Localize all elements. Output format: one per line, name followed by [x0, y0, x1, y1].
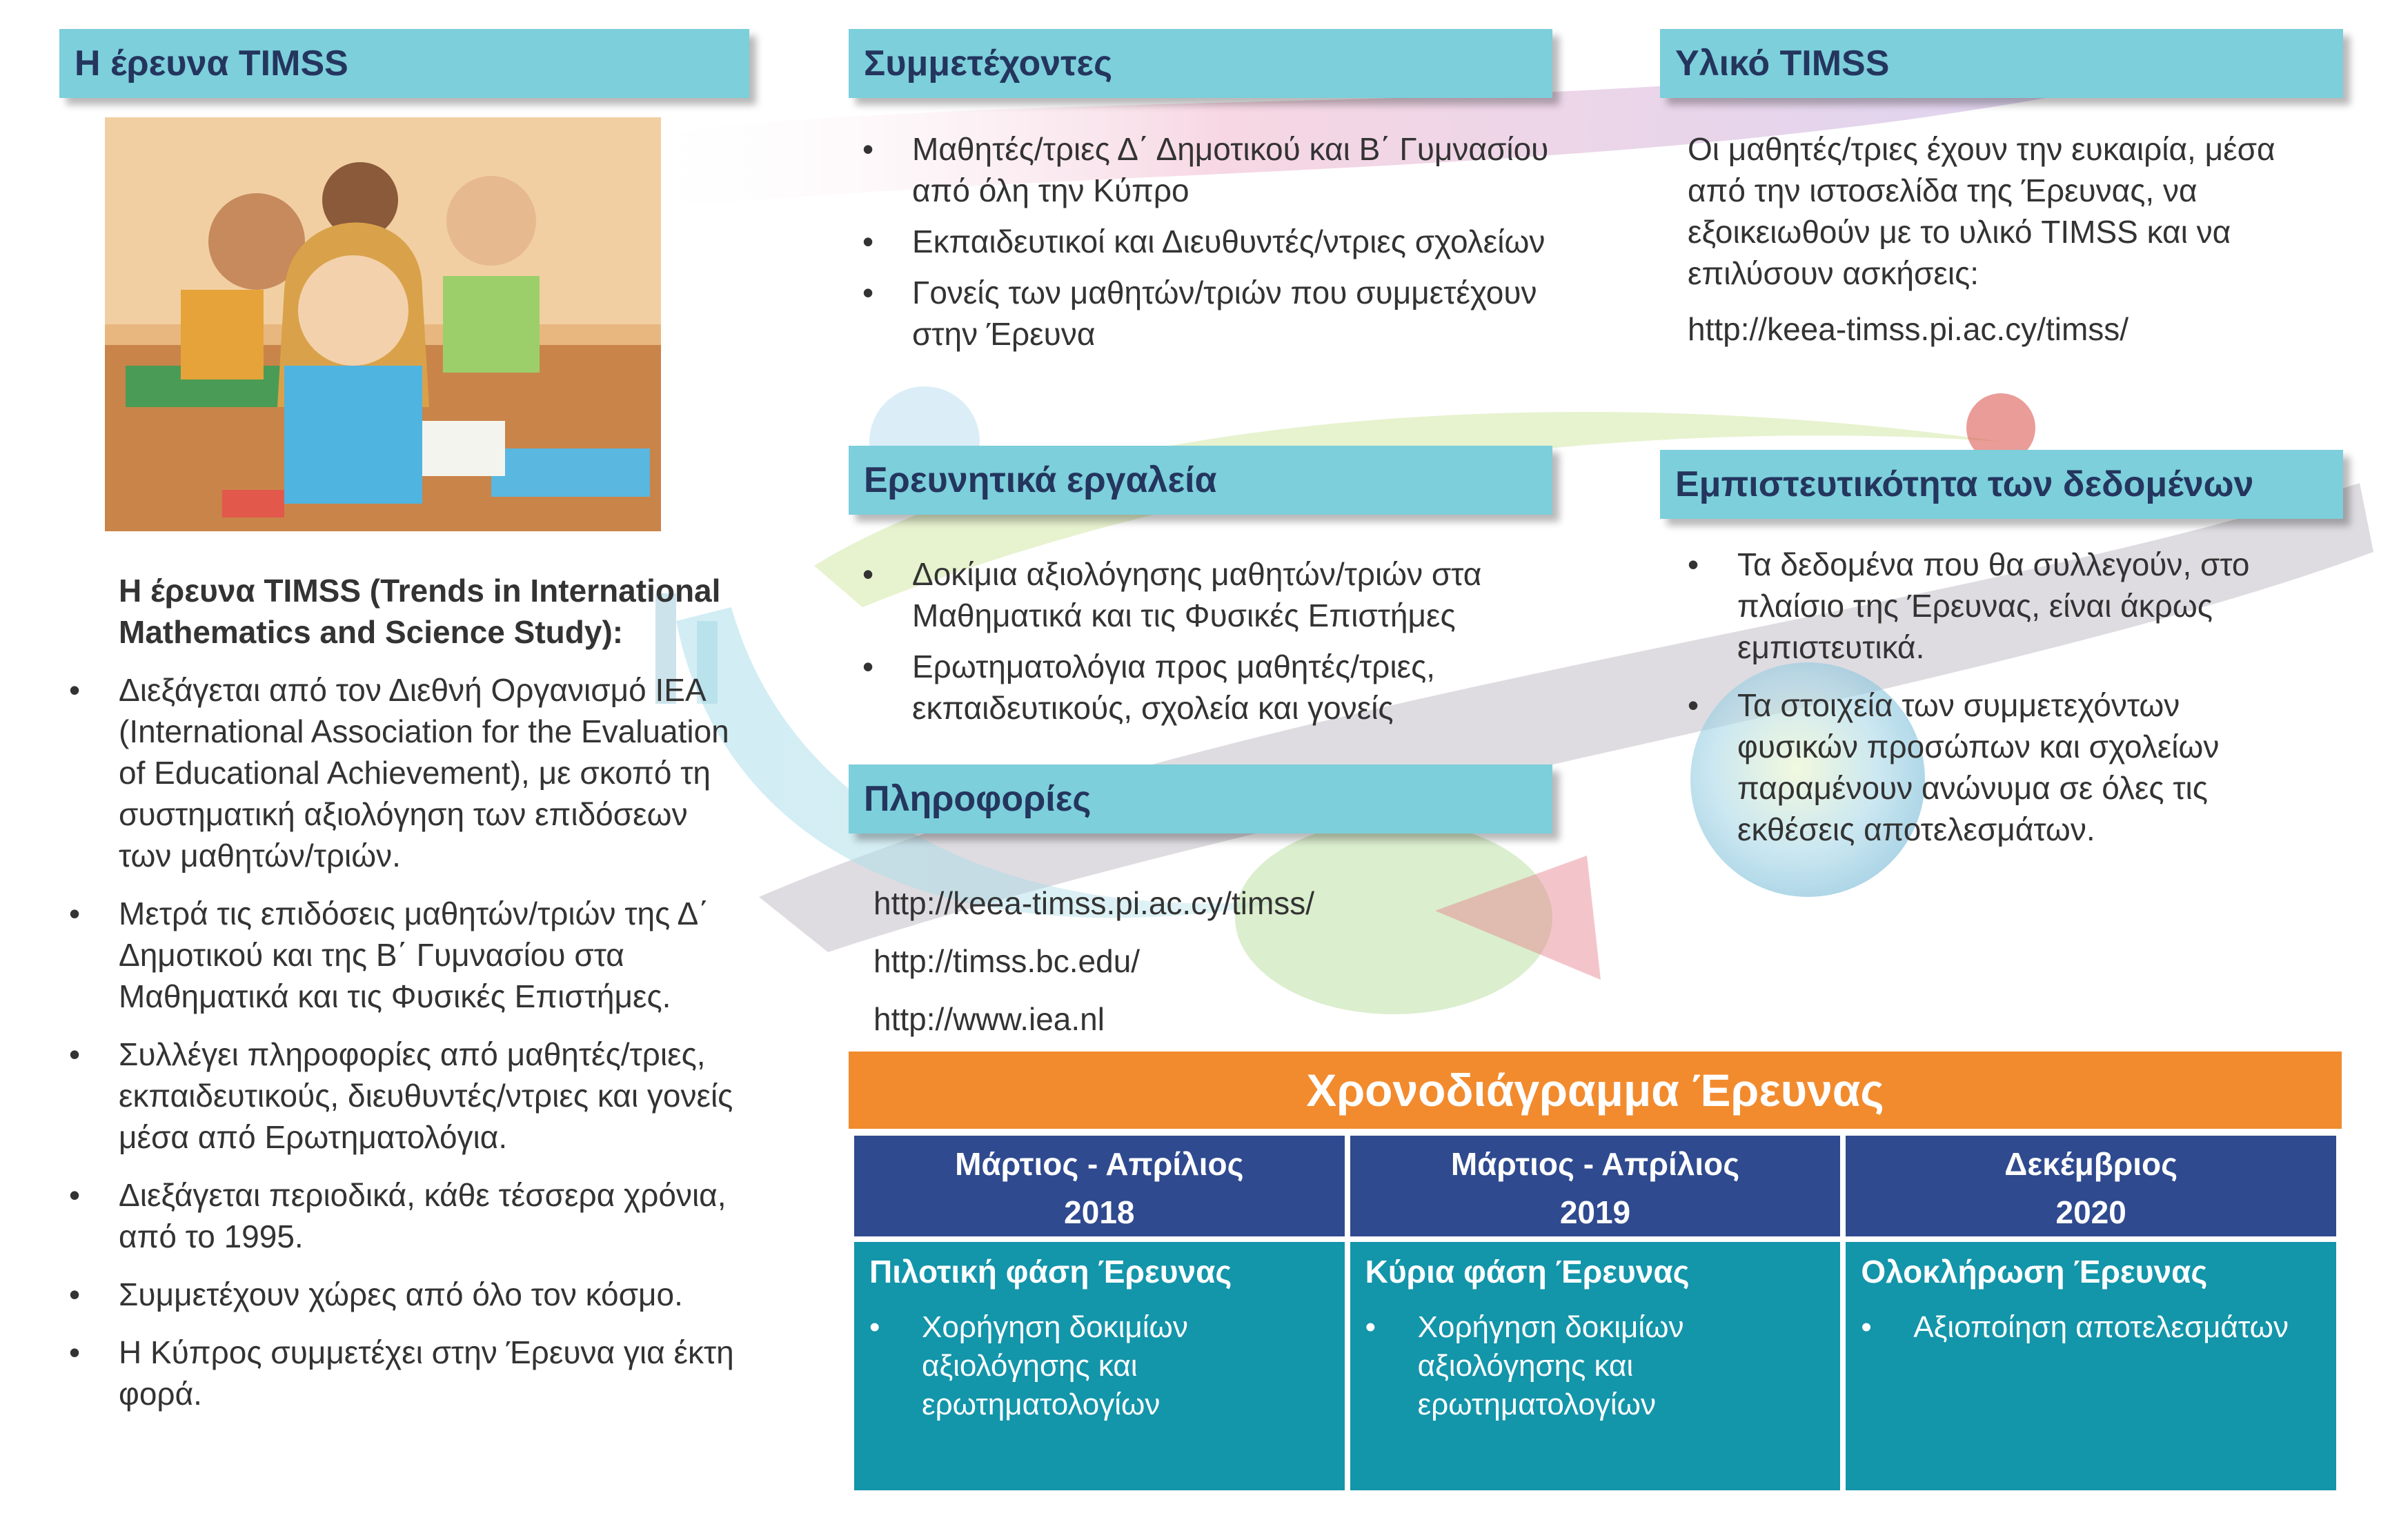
col1-bullet-list: [69, 669, 745, 1431]
list-item: • Συμμετέχουν χώρες από όλο τον κόσμο.: [69, 1276, 683, 1312]
list-item: • Μετρά τις επιδόσεις μαθητών/τριών της Δ΄ Δημοτικού και της Β΄ Γυμνασίου στα Μαθηματικά και τις Φυσικές Επιστήμες.: [69, 896, 709, 1014]
col1-heading: Η έρευνα TIMSS: [59, 29, 749, 98]
timeline-phase-1: Πιλοτική φάση Έρευνας • Χορήγηση δοκιμίων αξιολόγησης και ερωτηματολογίων: [854, 1242, 1345, 1490]
info-heading: Πληροφορίες: [849, 764, 1552, 833]
list-item: • Τα στοιχεία των συμμετεχόντων φυσικών προσώπων και σχολείων παραμένουν ανώνυμα σε όλες τις εκθέσεις αποτελεσμάτων.: [1688, 687, 2220, 847]
list-item: • Η Κύπρος συμμετέχει στην Έρευνα για έκτη φορά.: [69, 1334, 734, 1412]
participants-list: [862, 128, 1573, 371]
list-item: • Μαθητές/τριες Δ΄ Δημοτικού και Β΄ Γυμνασίου από όλη την Κύπρο: [862, 131, 1549, 208]
confidentiality-list: [1688, 544, 2253, 867]
classroom-photo: [105, 117, 661, 531]
timeline-title: Χρονοδιάγραμμα Έρευνας: [849, 1052, 2342, 1129]
info-link-2[interactable]: http://timss.bc.edu/: [873, 943, 1140, 979]
info-link-1[interactable]: http://keea-timss.pi.ac.cy/timss/: [873, 885, 1315, 921]
tools-list: [862, 553, 1573, 745]
material-heading: Υλικό TIMSS: [1660, 29, 2343, 98]
list-item: • Εκπαιδευτικοί και Διευθυντές/ντριες σχολείων: [862, 224, 1545, 259]
material-link[interactable]: http://keea-timss.pi.ac.cy/timss/: [1688, 311, 2129, 347]
list-item: • Διεξάγεται περιοδικά, κάθε τέσσερα χρόνια, από το 1995.: [69, 1177, 727, 1254]
material-text: Οι μαθητές/τριες έχουν την ευκαιρία, μέσα από την ιστοσελίδα της Έρευνας, να εξοικειωθούν με το υλικό TIMSS και να επιλύσουν ασκήσεις:: [1688, 131, 2275, 291]
timeline-date-1: Μάρτιος - Απρίλιος 2018: [854, 1136, 1345, 1236]
timeline-table: [849, 1136, 2342, 1490]
list-item: • Ερωτηματολόγια προς μαθητές/τριες, εκπαιδευτικούς, σχολεία και γονείς: [862, 649, 1436, 726]
timeline-phase-3: Ολοκλήρωση Έρευνας • Αξιοποίηση αποτελεσμάτων: [1846, 1242, 2336, 1490]
list-item: • Γονείς των μαθητών/τριών που συμμετέχουν στην Έρευνα: [862, 275, 1537, 352]
participants-heading: Συμμετέχοντες: [849, 29, 1552, 98]
confidentiality-heading: Εμπιστευτικότητα των δεδομένων: [1660, 450, 2343, 519]
col1-intro: Η έρευνα TIMSS (Trends in International Mathematics and Science Study):: [119, 573, 721, 650]
timeline-date-2: Μάρτιος - Απρίλιος 2019: [1350, 1136, 1841, 1236]
list-item: • Διεξάγεται από τον Διεθνή Οργανισμό IEA (International Association for the Evaluation of Educational Achievement), με σκοπό τη συστηματική αξιολόγηση των επιδόσεων των μαθητών/τριών.: [69, 672, 729, 873]
list-item: • Συλλέγει πληροφορίες από μαθητές/τριες, εκπαιδευτικούς, διευθυντές/ντριες και γονείς μέσα από Ερωτηματολόγια.: [69, 1036, 733, 1155]
list-item: • Τα δεδομένα που θα συλλεγούν, στο πλαίσιο της Έρευνας, είναι άκρως εμπιστευτικά.: [1688, 546, 2250, 665]
info-link-3[interactable]: http://www.iea.nl: [873, 1001, 1105, 1037]
list-item: • Δοκίμια αξιολόγησης μαθητών/τριών στα Μαθηματικά και τις Φυσικές Επιστήμες: [862, 556, 1482, 633]
timeline-date-3: Δεκέμβριος 2020: [1846, 1136, 2336, 1236]
tools-heading: Ερευνητικά εργαλεία: [849, 446, 1552, 515]
timeline-phase-2: Κύρια φάση Έρευνας • Χορήγηση δοκιμίων αξιολόγησης και ερωτηματολογίων: [1350, 1242, 1841, 1490]
